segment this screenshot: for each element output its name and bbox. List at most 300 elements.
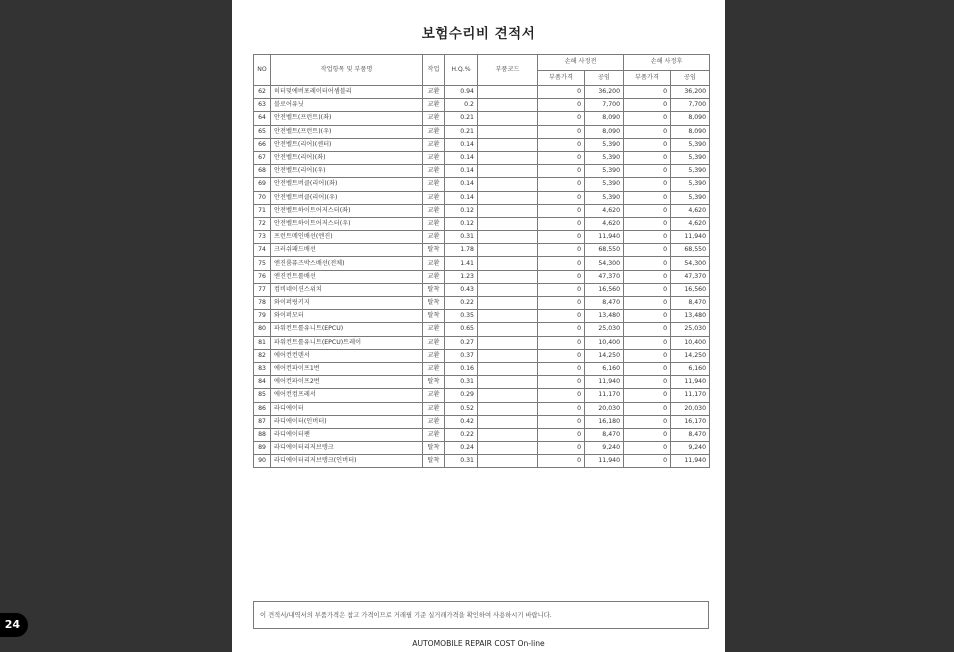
row-labor-after: 47,370 <box>671 270 710 283</box>
row-part-code <box>478 297 538 310</box>
row-work-type: 교환 <box>423 125 445 138</box>
row-no: 73 <box>254 231 271 244</box>
row-work-type: 교환 <box>423 151 445 164</box>
row-part-price-after: 0 <box>624 86 671 99</box>
row-item-name: 라디에이터 <box>271 402 423 415</box>
row-work-type: 교환 <box>423 323 445 336</box>
row-part-price-before: 0 <box>538 244 585 257</box>
row-labor-after: 8,090 <box>671 125 710 138</box>
row-part-price-before: 0 <box>538 99 585 112</box>
row-labor-after: 9,240 <box>671 442 710 455</box>
row-work-type: 탈착 <box>423 376 445 389</box>
row-no: 78 <box>254 297 271 310</box>
table-row <box>254 323 710 336</box>
row-work-type: 교환 <box>423 138 445 151</box>
table-row <box>254 310 710 323</box>
row-part-code <box>478 323 538 336</box>
header-part-price-before: 부품가격 <box>538 70 585 86</box>
row-part-price-after: 0 <box>624 336 671 349</box>
table-row <box>254 112 710 125</box>
table-row <box>254 257 710 270</box>
row-part-price-after: 0 <box>624 165 671 178</box>
row-part-code <box>478 270 538 283</box>
row-part-price-after: 0 <box>624 310 671 323</box>
row-part-code <box>478 442 538 455</box>
row-labor-before: 8,090 <box>585 112 624 125</box>
row-work-type: 교환 <box>423 389 445 402</box>
row-part-price-before: 0 <box>538 323 585 336</box>
row-part-price-before: 0 <box>538 191 585 204</box>
row-hq: 0.35 <box>445 310 478 323</box>
row-part-price-after: 0 <box>624 112 671 125</box>
row-no: 90 <box>254 455 271 468</box>
table-row <box>254 297 710 310</box>
row-labor-before: 8,470 <box>585 428 624 441</box>
row-work-type: 교환 <box>423 402 445 415</box>
row-part-price-after: 0 <box>624 323 671 336</box>
row-hq: 0.12 <box>445 217 478 230</box>
row-part-price-after: 0 <box>624 231 671 244</box>
table-row <box>254 217 710 230</box>
row-part-price-before: 0 <box>538 151 585 164</box>
row-labor-after: 7,700 <box>671 99 710 112</box>
row-part-price-before: 0 <box>538 125 585 138</box>
row-part-price-after: 0 <box>624 244 671 257</box>
row-part-price-after: 0 <box>624 362 671 375</box>
table-row <box>254 336 710 349</box>
row-hq: 0.14 <box>445 165 478 178</box>
row-no: 76 <box>254 270 271 283</box>
table-row <box>254 389 710 402</box>
header-hq: H.Q.% <box>445 55 478 86</box>
row-no: 63 <box>254 99 271 112</box>
row-no: 87 <box>254 415 271 428</box>
row-part-price-after: 0 <box>624 204 671 217</box>
row-no: 71 <box>254 204 271 217</box>
row-work-type: 탈착 <box>423 297 445 310</box>
row-part-code <box>478 257 538 270</box>
row-item-name: 파워컨트롤유니트(EPCU) <box>271 323 423 336</box>
row-no: 62 <box>254 86 271 99</box>
row-hq: 0.43 <box>445 283 478 296</box>
row-part-price-after: 0 <box>624 257 671 270</box>
document-title: 보험수리비 견적서 <box>421 26 536 42</box>
row-part-price-after: 0 <box>624 191 671 204</box>
row-hq: 1.78 <box>445 244 478 257</box>
row-work-type: 교환 <box>423 257 445 270</box>
row-part-price-before: 0 <box>538 138 585 151</box>
row-part-code <box>478 86 538 99</box>
row-labor-before: 7,700 <box>585 99 624 112</box>
row-item-name: 안전벨트하이트어저스터(우) <box>271 217 423 230</box>
row-item-name: 에어컨컴프레서 <box>271 389 423 402</box>
row-work-type: 교환 <box>423 217 445 230</box>
row-hq: 0.31 <box>445 376 478 389</box>
row-part-price-after: 0 <box>624 415 671 428</box>
row-labor-after: 4,620 <box>671 204 710 217</box>
row-item-name: 안전벨트버클(리어)(좌) <box>271 178 423 191</box>
row-hq: 0.94 <box>445 86 478 99</box>
row-labor-after: 5,390 <box>671 178 710 191</box>
footer-text: AUTOMOBILE REPAIR COST On-line <box>412 639 545 648</box>
row-part-code <box>478 178 538 191</box>
row-labor-before: 8,470 <box>585 297 624 310</box>
row-work-type: 교환 <box>423 362 445 375</box>
row-labor-after: 6,160 <box>671 362 710 375</box>
row-item-name: 안전벨트(리어)(센터) <box>271 138 423 151</box>
row-no: 70 <box>254 191 271 204</box>
row-part-price-before: 0 <box>538 455 585 468</box>
row-item-name: 에어컨파이프2번 <box>271 376 423 389</box>
row-part-price-before: 0 <box>538 389 585 402</box>
row-hq: 0.52 <box>445 402 478 415</box>
row-hq: 0.14 <box>445 191 478 204</box>
row-labor-before: 8,090 <box>585 125 624 138</box>
row-work-type: 교환 <box>423 165 445 178</box>
table-row <box>254 231 710 244</box>
row-hq: 0.21 <box>445 112 478 125</box>
row-part-price-after: 0 <box>624 217 671 230</box>
row-item-name: 안전벨트(프런트)(좌) <box>271 112 423 125</box>
row-labor-before: 10,400 <box>585 336 624 349</box>
row-hq: 0.31 <box>445 455 478 468</box>
row-no: 75 <box>254 257 271 270</box>
row-hq: 0.14 <box>445 151 478 164</box>
row-labor-before: 14,250 <box>585 349 624 362</box>
row-work-type: 교환 <box>423 349 445 362</box>
row-labor-after: 4,620 <box>671 217 710 230</box>
notice-box: 이 견적서/내역서의 부품가격은 참고 가격이므로 거래필 기준 실거래가격을 확인하여 사용하시기 바랍니다. <box>253 601 709 629</box>
row-part-code <box>478 165 538 178</box>
row-hq: 0.2 <box>445 99 478 112</box>
row-part-code <box>478 244 538 257</box>
row-part-price-after: 0 <box>624 99 671 112</box>
row-labor-before: 9,240 <box>585 442 624 455</box>
row-labor-before: 16,180 <box>585 415 624 428</box>
row-labor-before: 16,560 <box>585 283 624 296</box>
row-part-price-before: 0 <box>538 112 585 125</box>
row-work-type: 교환 <box>423 428 445 441</box>
row-labor-before: 5,390 <box>585 165 624 178</box>
row-part-price-after: 0 <box>624 270 671 283</box>
row-labor-after: 14,250 <box>671 349 710 362</box>
row-work-type: 교환 <box>423 415 445 428</box>
row-hq: 0.21 <box>445 125 478 138</box>
table-row <box>254 204 710 217</box>
row-part-code <box>478 283 538 296</box>
row-work-type: 교환 <box>423 231 445 244</box>
row-part-code <box>478 217 538 230</box>
row-labor-before: 36,200 <box>585 86 624 99</box>
row-labor-after: 11,170 <box>671 389 710 402</box>
row-item-name: 안전벨트(프런트)(우) <box>271 125 423 138</box>
row-hq: 0.22 <box>445 297 478 310</box>
row-no: 64 <box>254 112 271 125</box>
row-part-price-after: 0 <box>624 455 671 468</box>
row-labor-after: 8,090 <box>671 112 710 125</box>
row-part-price-after: 0 <box>624 138 671 151</box>
header-after-assessment: 손해 사정후 <box>624 55 710 71</box>
row-labor-after: 68,550 <box>671 244 710 257</box>
row-labor-after: 5,390 <box>671 151 710 164</box>
header-labor-after: 공임 <box>671 70 710 86</box>
table-row <box>254 455 710 468</box>
row-no: 89 <box>254 442 271 455</box>
row-item-name: 블로어유닛 <box>271 99 423 112</box>
header-item: 작업항목 및 부품명 <box>271 55 423 86</box>
row-part-code <box>478 125 538 138</box>
row-item-name: 크러쉬패드배선 <box>271 244 423 257</box>
row-labor-before: 54,300 <box>585 257 624 270</box>
row-work-type: 탈착 <box>423 442 445 455</box>
row-labor-before: 68,550 <box>585 244 624 257</box>
page-number-badge[interactable]: 24 <box>0 613 28 637</box>
row-part-code <box>478 362 538 375</box>
row-part-code <box>478 389 538 402</box>
row-part-price-before: 0 <box>538 86 585 99</box>
row-work-type: 교환 <box>423 112 445 125</box>
row-work-type: 탈착 <box>423 310 445 323</box>
row-part-code <box>478 336 538 349</box>
row-no: 81 <box>254 336 271 349</box>
row-hq: 0.24 <box>445 442 478 455</box>
row-labor-after: 11,940 <box>671 231 710 244</box>
row-item-name: 와이퍼모터 <box>271 310 423 323</box>
row-labor-before: 6,160 <box>585 362 624 375</box>
row-part-price-after: 0 <box>624 297 671 310</box>
row-hq: 0.37 <box>445 349 478 362</box>
row-item-name: 라디에이터(인버터) <box>271 415 423 428</box>
row-no: 84 <box>254 376 271 389</box>
row-work-type: 탈착 <box>423 455 445 468</box>
header-work: 작업 <box>423 55 445 86</box>
row-labor-before: 25,030 <box>585 323 624 336</box>
row-part-code <box>478 99 538 112</box>
row-part-price-before: 0 <box>538 231 585 244</box>
row-hq: 0.14 <box>445 178 478 191</box>
row-labor-before: 5,390 <box>585 151 624 164</box>
row-part-price-after: 0 <box>624 389 671 402</box>
row-part-price-before: 0 <box>538 217 585 230</box>
row-labor-after: 5,390 <box>671 138 710 151</box>
row-labor-before: 4,620 <box>585 217 624 230</box>
row-hq: 0.31 <box>445 231 478 244</box>
row-hq: 0.12 <box>445 204 478 217</box>
row-part-price-before: 0 <box>538 283 585 296</box>
row-hq: 0.27 <box>445 336 478 349</box>
row-labor-after: 13,480 <box>671 310 710 323</box>
table-row <box>254 270 710 283</box>
row-work-type: 탈착 <box>423 244 445 257</box>
row-part-code <box>478 455 538 468</box>
row-part-code <box>478 138 538 151</box>
table-row <box>254 376 710 389</box>
row-part-code <box>478 402 538 415</box>
row-no: 79 <box>254 310 271 323</box>
row-labor-after: 25,030 <box>671 323 710 336</box>
row-item-name: 안전벨트하이트어저스터(좌) <box>271 204 423 217</box>
row-labor-before: 20,030 <box>585 402 624 415</box>
header-part-price-after: 부품가격 <box>624 70 671 86</box>
table-row <box>254 99 710 112</box>
row-part-code <box>478 310 538 323</box>
row-labor-before: 11,940 <box>585 376 624 389</box>
row-part-price-after: 0 <box>624 376 671 389</box>
row-labor-after: 11,940 <box>671 376 710 389</box>
row-no: 83 <box>254 362 271 375</box>
row-item-name: 에어컨컨덴서 <box>271 349 423 362</box>
row-labor-after: 11,940 <box>671 455 710 468</box>
row-no: 69 <box>254 178 271 191</box>
row-item-name: 라디에이터리저브탱크 <box>271 442 423 455</box>
row-item-name: 안전벨트(리어)(좌) <box>271 151 423 164</box>
row-labor-after: 36,200 <box>671 86 710 99</box>
row-part-code <box>478 428 538 441</box>
row-hq: 1.41 <box>445 257 478 270</box>
row-part-price-before: 0 <box>538 415 585 428</box>
row-work-type: 교환 <box>423 204 445 217</box>
row-item-name: 엔진룸퓨즈박스배선(전체) <box>271 257 423 270</box>
row-labor-before: 11,940 <box>585 231 624 244</box>
table-row <box>254 428 710 441</box>
row-hq: 0.14 <box>445 138 478 151</box>
estimate-table <box>253 54 710 468</box>
row-item-name: 히터및에버포레이터어셈블리 <box>271 86 423 99</box>
row-labor-after: 8,470 <box>671 297 710 310</box>
row-no: 80 <box>254 323 271 336</box>
row-hq: 0.42 <box>445 415 478 428</box>
table-row <box>254 191 710 204</box>
table-row <box>254 151 710 164</box>
row-no: 85 <box>254 389 271 402</box>
row-labor-before: 47,370 <box>585 270 624 283</box>
row-labor-before: 11,940 <box>585 455 624 468</box>
row-item-name: 프런트메인배선(엔진) <box>271 231 423 244</box>
row-item-name: 라디에이터팬 <box>271 428 423 441</box>
row-labor-after: 20,030 <box>671 402 710 415</box>
row-labor-after: 16,560 <box>671 283 710 296</box>
row-part-price-before: 0 <box>538 270 585 283</box>
row-work-type: 탈착 <box>423 283 445 296</box>
row-work-type: 교환 <box>423 270 445 283</box>
row-part-price-before: 0 <box>538 310 585 323</box>
row-part-code <box>478 204 538 217</box>
row-part-code <box>478 349 538 362</box>
row-part-price-before: 0 <box>538 178 585 191</box>
row-part-price-after: 0 <box>624 442 671 455</box>
table-row <box>254 283 710 296</box>
row-item-name: 엔진컨트롤배선 <box>271 270 423 283</box>
row-labor-before: 13,480 <box>585 310 624 323</box>
row-item-name: 와이퍼링키지 <box>271 297 423 310</box>
row-item-name: 컴비네이션스위치 <box>271 283 423 296</box>
row-work-type: 교환 <box>423 191 445 204</box>
row-part-code <box>478 151 538 164</box>
row-item-name: 파워컨트롤유니트(EPCU)트레이 <box>271 336 423 349</box>
row-work-type: 교환 <box>423 99 445 112</box>
header-labor-before: 공임 <box>585 70 624 86</box>
row-part-code <box>478 415 538 428</box>
row-part-price-before: 0 <box>538 376 585 389</box>
row-part-price-after: 0 <box>624 428 671 441</box>
row-hq: 0.22 <box>445 428 478 441</box>
row-labor-after: 16,170 <box>671 415 710 428</box>
row-labor-after: 10,400 <box>671 336 710 349</box>
table-row <box>254 178 710 191</box>
row-labor-after: 8,470 <box>671 428 710 441</box>
row-labor-before: 5,390 <box>585 138 624 151</box>
row-hq: 0.29 <box>445 389 478 402</box>
header-no: NO <box>254 55 271 86</box>
row-part-code <box>478 231 538 244</box>
table-row <box>254 402 710 415</box>
row-labor-after: 5,390 <box>671 191 710 204</box>
table-row <box>254 415 710 428</box>
table-row <box>254 362 710 375</box>
row-part-price-before: 0 <box>538 257 585 270</box>
row-labor-before: 5,390 <box>585 178 624 191</box>
row-no: 65 <box>254 125 271 138</box>
row-labor-before: 11,170 <box>585 389 624 402</box>
table-row <box>254 125 710 138</box>
row-labor-before: 4,620 <box>585 204 624 217</box>
row-part-price-after: 0 <box>624 283 671 296</box>
row-no: 72 <box>254 217 271 230</box>
row-item-name: 안전벨트(리어)(우) <box>271 165 423 178</box>
row-no: 74 <box>254 244 271 257</box>
row-labor-after: 54,300 <box>671 257 710 270</box>
row-no: 67 <box>254 151 271 164</box>
table-row <box>254 442 710 455</box>
row-hq: 0.65 <box>445 323 478 336</box>
table-row <box>254 86 710 99</box>
row-hq: 1.23 <box>445 270 478 283</box>
row-part-code <box>478 112 538 125</box>
row-part-price-before: 0 <box>538 349 585 362</box>
row-part-price-after: 0 <box>624 178 671 191</box>
row-no: 86 <box>254 402 271 415</box>
row-labor-after: 5,390 <box>671 165 710 178</box>
table-row <box>254 138 710 151</box>
row-hq: 0.16 <box>445 362 478 375</box>
table-row <box>254 244 710 257</box>
row-part-price-before: 0 <box>538 297 585 310</box>
row-item-name: 라디에이터리저브탱크(인버터) <box>271 455 423 468</box>
row-part-price-before: 0 <box>538 428 585 441</box>
row-part-price-after: 0 <box>624 402 671 415</box>
row-labor-before: 5,390 <box>585 191 624 204</box>
row-part-price-before: 0 <box>538 336 585 349</box>
row-part-price-before: 0 <box>538 442 585 455</box>
row-part-price-after: 0 <box>624 151 671 164</box>
table-row <box>254 349 710 362</box>
row-no: 88 <box>254 428 271 441</box>
row-work-type: 교환 <box>423 178 445 191</box>
row-part-code <box>478 191 538 204</box>
row-part-price-after: 0 <box>624 125 671 138</box>
header-part-code: 부품코드 <box>478 55 538 86</box>
row-part-price-before: 0 <box>538 204 585 217</box>
row-no: 68 <box>254 165 271 178</box>
document-page <box>232 0 725 652</box>
row-item-name: 안전벨트버클(리어)(우) <box>271 191 423 204</box>
row-no: 66 <box>254 138 271 151</box>
row-work-type: 교환 <box>423 336 445 349</box>
row-no: 82 <box>254 349 271 362</box>
row-work-type: 교환 <box>423 86 445 99</box>
header-before-assessment: 손해 사정전 <box>538 55 624 71</box>
row-no: 77 <box>254 283 271 296</box>
